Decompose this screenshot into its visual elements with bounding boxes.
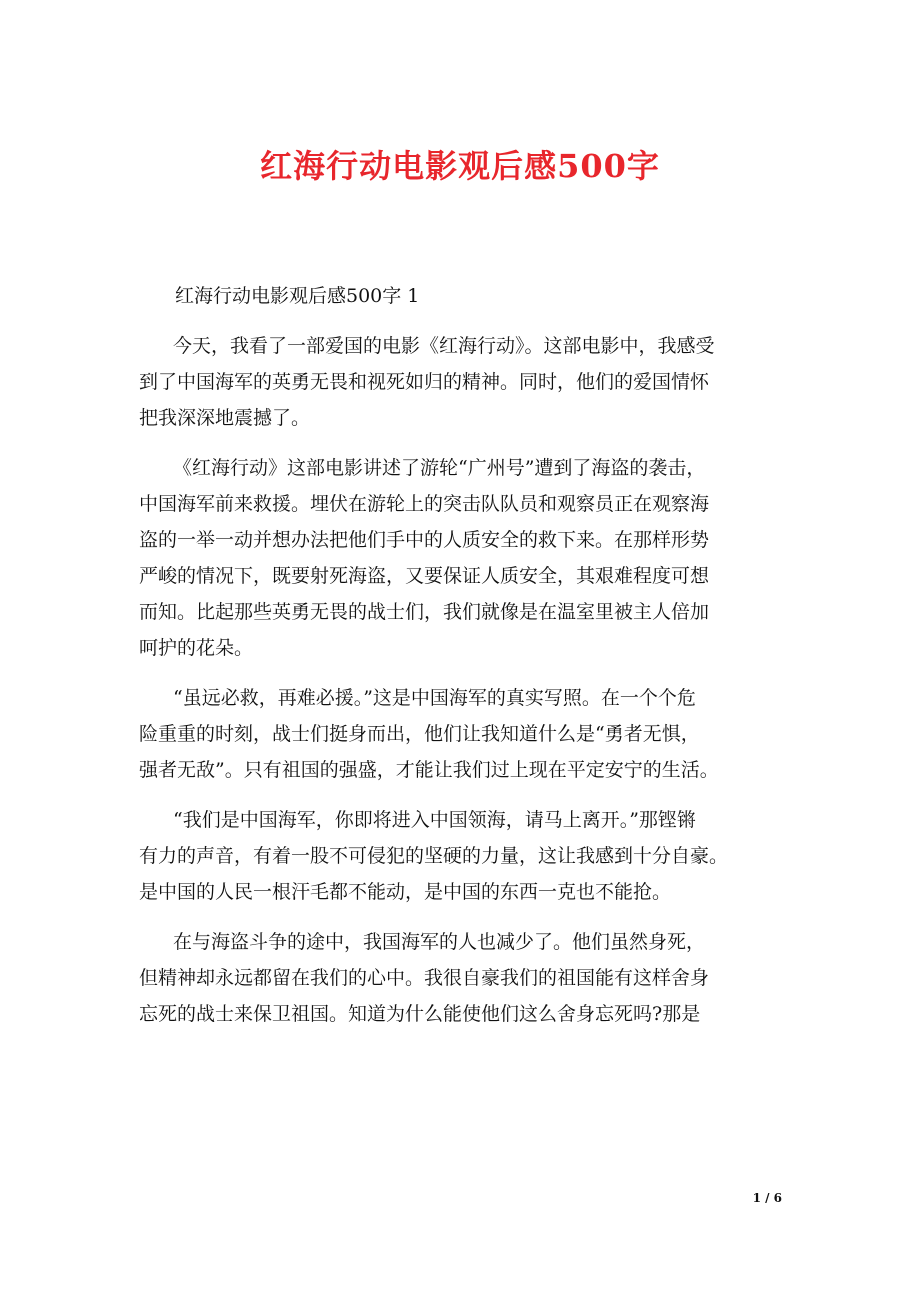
- paragraph-line: 把我深深地震撼了。: [139, 407, 311, 429]
- document-title: 红海行动电影观后感500字: [260, 147, 660, 185]
- paragraph-line: 到了中国海军的英勇无畏和视死如归的精神。同时，他们的爱国情怀: [139, 371, 710, 393]
- paragraph-line: 盗的一举一动并想办法把他们手中的人质安全的救下来。在那样形势: [139, 529, 710, 551]
- paragraph-line: 强者无敌”。只有祖国的强盛，才能让我们过上现在平定安宁的生活。: [139, 759, 719, 781]
- paragraph-line: 有力的声音，有着一股不可侵犯的坚硬的力量，这让我感到十分自豪。: [139, 845, 729, 867]
- paragraph-line: “虽远必救，再难必援。”这是中国海军的真实写照。在一个个危: [173, 687, 696, 709]
- paragraph-line: 今天，我看了一部爱国的电影《红海行动》。这部电影中，我感受: [173, 335, 715, 357]
- paragraph-line: 忘死的战士来保卫祖国。知道为什么能使他们这么舍身忘死吗?那是: [139, 1003, 701, 1025]
- page-number: 1 / 6: [752, 1191, 782, 1205]
- paragraph-line: 中国海军前来救援。埋伏在游轮上的突击队队员和观察员正在观察海: [139, 493, 710, 515]
- section-heading: 红海行动电影观后感500字 1: [175, 285, 420, 307]
- paragraph-line: 在与海盗斗争的途中，我国海军的人也减少了。他们虽然身死，: [173, 931, 706, 953]
- paragraph-line: 而知。比起那些英勇无畏的战士们，我们就像是在温室里被主人倍加: [139, 601, 710, 623]
- paragraph-line: 但精神却永远都留在我们的心中。我很自豪我们的祖国能有这样舍身: [139, 967, 710, 989]
- paragraph-line: 呵护的花朵。: [139, 637, 254, 659]
- paragraph-line: 险重重的时刻，战士们挺身而出，他们让我知道什么是“勇者无惧，: [139, 723, 700, 745]
- paragraph-line: 是中国的人民一根汗毛都不能动，是中国的东西一克也不能抢。: [139, 881, 672, 903]
- document-body: [139, 278, 789, 1032]
- paragraph-line: 严峻的情况下，既要射死海盗，又要保证人质安全，其艰难程度可想: [139, 565, 710, 587]
- paragraph: [139, 680, 789, 788]
- paragraph-line: “我们是中国海军，你即将进入中国领海，请马上离开。”那铿锵: [173, 809, 696, 831]
- paragraph-line: 《红海行动》这部电影讲述了游轮“广州号”遭到了海盗的袭击，: [173, 457, 706, 479]
- paragraph: [139, 802, 789, 910]
- paragraph: [139, 450, 789, 666]
- paragraph: [139, 924, 789, 1032]
- paragraph: [139, 328, 789, 436]
